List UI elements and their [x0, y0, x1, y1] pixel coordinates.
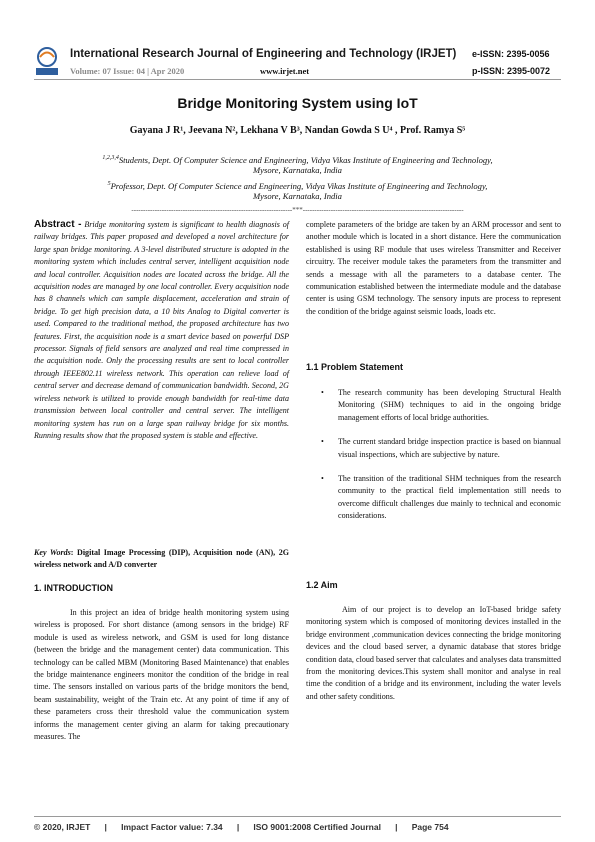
keywords-text: : Digital Image Processing (DIP), Acquisition node (AN), 2G wireless network and A/D converter [34, 548, 289, 570]
problem-list [306, 387, 561, 535]
footer-copyright: © 2020, IRJET [34, 822, 91, 832]
journal-name: International Research Journal of Engineering and Technology (IRJET) [70, 48, 457, 60]
author-list: Gayana J R¹, Jeevana N², Lekhana V B³, Nandan Gowda S U⁴ , Prof. Ramya S⁵ [129, 125, 466, 136]
footer-rule [34, 816, 561, 817]
list-item: • The research community has been developing Structural Health Monitoring (SHM) techniques to aid in the ongoing bridge management efforts of local bridge authorities. [321, 388, 561, 422]
list-item: • The current standard bridge inspection practice is based on biannual visual inspections, which are subjective by nature. [321, 437, 561, 459]
abstract [34, 219, 289, 442]
bullet-icon: • [321, 388, 324, 397]
affiliation-1-location: Mysore, Karnataka, India [253, 165, 342, 175]
footer-divider: | [236, 822, 240, 832]
keywords [34, 547, 289, 572]
abstract-text: Bridge monitoring system is significant to health diagnosis of railway bridges. This paper proposed and developed a novel architecture for large span bridge monitoring. A 3-level distributed structure is adopted in the monitoring system which includes central server, intelligent acquisition node and local controller. Acquisition nodes are located across the bridge. All the acquisition nodes are managed by one local controller. Every acquisition node has 8 channels which can sample displacement, acceleration and strain of bridge. To get high precision data, a 10 bits Analog to Digital converter is used. Compared to the traditional method, the proposed architecture has two features. First, the acquisition node is a smart device based on powerful DSP processor. Signals of field sensors are analyzed and real time compressed in the acquisition node. Only the processing results are sent to local controller through IEEE802.11 wireless network. This operation can relieve load of central server and decrease demand of communication bandwidth. Second, 2G wireless network is utilized to provide enough bandwidth for real-time data transmission between local controller and central server. The intelligent monitoring system has run on a large span railway bridge for six months. Running results show that the proposed system is stable and effective. [34, 220, 289, 440]
problem-heading: 1.1 Problem Statement [306, 362, 404, 372]
p-issn: p-ISSN: 2395-0072 [472, 66, 551, 76]
footer-iso: ISO 9001:2008 Certified Journal [253, 822, 381, 832]
aim-heading: 1.2 Aim [306, 580, 338, 590]
page-footer [34, 822, 449, 832]
header-rule [34, 79, 561, 80]
volume-issue: Volume: 07 Issue: 04 | Apr 2020 [70, 66, 185, 76]
footer-divider: | [395, 822, 398, 832]
keywords-label: Key Words [34, 548, 71, 557]
bullet-icon: • [321, 474, 324, 484]
irjet-logo [34, 46, 60, 76]
intro-text: In this project an idea of bridge health monitoring system using wireless is proposed. For short distance (among sensors in the bridge) RF module is used as wireless network, and GSM is used for long distance (between the bridge and the management center) data communication. This technology can be called MBM (Monitoring Based Maintenance) that enables the bridge maintenance engineers monitor the condition of the bridge in real time. The sensors installed on various parts of the bridge monitors the bend, beam sustainability, weight of the Train etc. At any point of time if any of these parameters cross their threshold value the communication system informs the management center giving an alarm for taking precautionary measures. The [34, 608, 289, 742]
e-issn: e-ISSN: 2395-0056 [472, 49, 550, 59]
section-separator: ---------------------------------------------------------------------***--------------------------------------------------------------------- [131, 206, 464, 214]
intro-heading: 1. INTRODUCTION [34, 583, 114, 593]
list-item: • The transition of the traditional SHM techniques from the research community to the practical field implementation still needs to overcome difficult challenges due mainly to technical and economic considerations. [321, 474, 561, 521]
footer-impact: Impact Factor value: 7.34 [121, 822, 223, 832]
footer-divider: | [104, 822, 107, 832]
abstract-label: Abstract - [34, 219, 82, 230]
journal-url[interactable]: www.irjet.net [260, 66, 310, 76]
aim-text: Aim of our project is to develop an IoT-based bridge safety monitoring system which is composed of monitoring devices installed in the bridge environment ,communication devices connecting the bridge monitoring devices and the cloud based server, a dynamic database that stores bridge condition data, cloud based server that calculates and analyses data transmitted from the monitoring devices.This system shall monitor and analyse in real time the condition of a bridge and its environment, including the water levels and other safety conditions. [306, 605, 561, 701]
affiliation-1: $^{1,2,3,4}$Students, Dept. Of Computer Science and Engineering, Vidya Vikas Institute of Engineering and Technology, [102, 154, 493, 165]
intro-continued-text: complete parameters of the bridge are taken by an ARM processor and sent to another module which is located in a short distance. Here the communication established is using RF module that uses wireless Transmitter and Receiver circuitry. The receiver module takes the parameters from the transmitter and sends a message with all the parameters to a database center. The communication established between the intermediate module and the database center is using GSM technology. The sensory inputs are process to represent the condition of the bridge against seismic loads, loads etc. [306, 220, 561, 316]
affiliation-2: $^5$Professor, Dept. Of Computer Science and Engineering, Vidya Vikas Institute of Engineering and Technology, [107, 180, 488, 191]
affiliation-2-location: Mysore, Karnataka, India [253, 191, 342, 201]
paper-title: Bridge Monitoring System using IoT [177, 95, 418, 111]
bullet-icon: • [321, 437, 324, 447]
footer-page: Page 754 [411, 822, 449, 832]
